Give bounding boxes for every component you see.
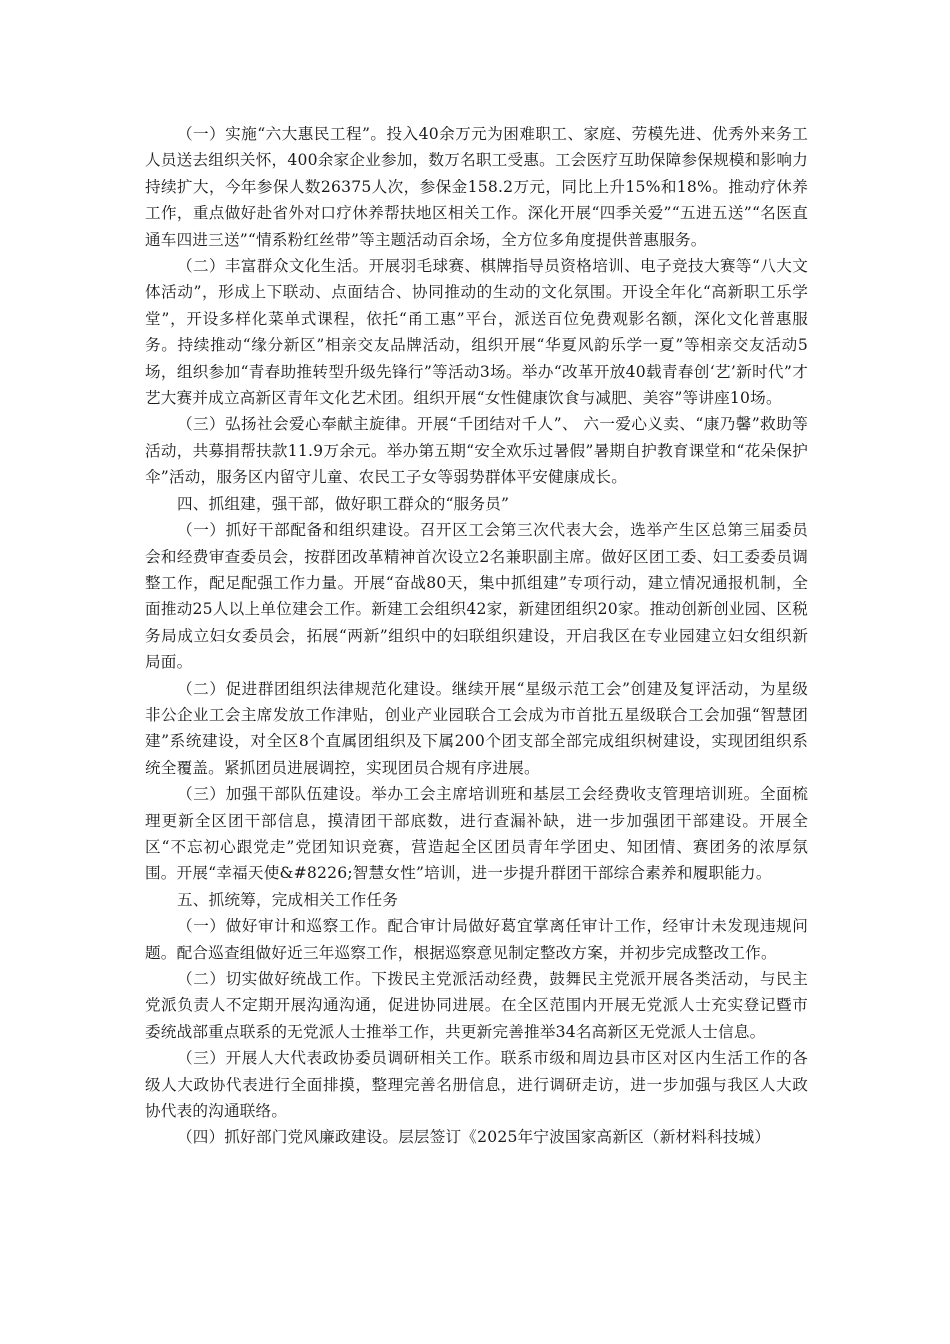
paragraph-section-3-item-3: （三）弘扬社会爱心奉献主旋律。开展“千团结对千人”、 六一爱心义卖、“康乃馨”救助等活动，共募捐帮扶款11.9万余元。举办第五期“安全欢乐过暑假”暑期自护教育课堂和“花朵保护伞”活动，服务区内留守儿童、农民工子女等弱势群体平安健康成长。 <box>145 415 808 487</box>
paragraph-section-3-item-2: （二）丰富群众文化生活。开展羽毛球赛、棋牌指导员资格培训、电子竞技大赛等“八大文体活动”，形成上下联动、点面结合、协同推动的生动的文化氛围。开设全年化“高新职工乐学堂”，开设多样化菜单式课程，依托“甬工惠”平台，派送百位免费观影名额，深化文化普惠服务。持续推动“缘分新区”相亲交友品牌活动，组织开展“华夏风韵乐学一夏”等相亲交友活动5场，组织参加“青春助推转型升级先锋行”等活动3场。举办“改革开放40载青春创‘艺’新时代”才艺大赛并成立高新区青年文化艺术团。组织开展“女性健康饮食与减肥、美容”等讲座10场。 <box>145 257 808 408</box>
section-heading-5: 五、抓统筹，完成相关工作任务 <box>177 890 399 909</box>
paragraph-section-4-item-2: （二）促进群团组织法律规范化建设。继续开展“星级示范工会”创建及复评活动，为星级非公企业工会主席发放工作津贴，创业产业园联合工会成为市首批五星级联合工会加强“智慧团建”系统建设，对全区8个直属团组织及下属200个团支部全部完成组织树建设，实现团组织系统全覆盖。紧抓团员进展调控，实现团员合规有序进展。 <box>145 679 808 777</box>
paragraph-section-4-item-3: （三）加强干部队伍建设。举办工会主席培训班和基层工会经费收支管理培训班。全面梳理更新全区团干部信息，摸清团干部底数，进行查漏补缺，进一步加强团干部建设。开展全区“不忘初心跟党走”党团知识竞赛，营造起全区团员青年学团史、知团情、赛团务的浓厚氛围。开展“幸福天使&#8226;智慧女性”培训，进一步提升群团干部综合素养和履职能力。 <box>145 785 808 883</box>
section-heading-4: 四、抓组建，强干部，做好职工群众的“服务员” <box>177 494 510 513</box>
paragraph-section-4-item-1: （一）抓好干部配备和组织建设。召开区工会第三次代表大会，选举产生区总第三届委员会和经费审查委员会，按群团改革精神首次设立2名兼职副主席。做好区团工委、妇工委委员调整工作，配足配强工作力量。开展“奋战80天，集中抓组建”专项行动，建立情况通报机制，全面推动25人以上单位建会工作。新建工会组织42家，新建团组织20家。推动创新创业园、区税务局成立妇女委员会，拓展“两新”组织中的妇联组织建设，开启我区在专业园建立妇女组织新局面。 <box>145 521 808 672</box>
paragraph-section-5-item-1: （一）做好审计和巡察工作。配合审计局做好葛宜掌离任审计工作，经审计未发现违规问题。配合巡查组做好近三年巡察工作，根据巡察意见制定整改方案，并初步完成整改工作。 <box>145 917 808 962</box>
paragraph-section-5-item-4: （四）抓好部门党风廉政建设。层层签订《2025年宁波国家高新区（新材料科技城） <box>177 1128 771 1147</box>
paragraph-section-5-item-2: （二）切实做好统战工作。下拨民主党派活动经费，鼓舞民主党派开展各类活动，与民主党派负责人不定期开展沟通沟通，促进协同进展。在全区范围内开展无党派人士充实登记暨市委统战部重点联系的无党派人士推举工作，共更新完善推举34名高新区无党派人士信息。 <box>145 970 808 1041</box>
paragraph-section-3-item-1: （一）实施“六大惠民工程”。投入40余万元为困难职工、家庭、劳模先进、优秀外来务工人员送去组织关怀，400余家企业参加，数万名职工受惠。工会医疗互助保障参保规模和影响力持续扩大，今年参保人数26375人次，参保金158.2万元，同比上升15%和18%。推动疗休养工作，重点做好赴省外对口疗休养帮扶地区相关工作。深化开展“四季关爱”“五进五送”“名医直通车四进三送”“情系粉红丝带”等主题活动百余场，全方位多角度提供普惠服务。 <box>145 125 808 249</box>
paragraph-section-5-item-3: （三）开展人大代表政协委员调研相关工作。联系市级和周边县市区对区内生活工作的各级人大政协代表进行全面排摸，整理完善名册信息，进行调研走访，进一步加强与我区人大政协代表的沟通联络。 <box>145 1049 808 1121</box>
document-body <box>145 121 808 1151</box>
